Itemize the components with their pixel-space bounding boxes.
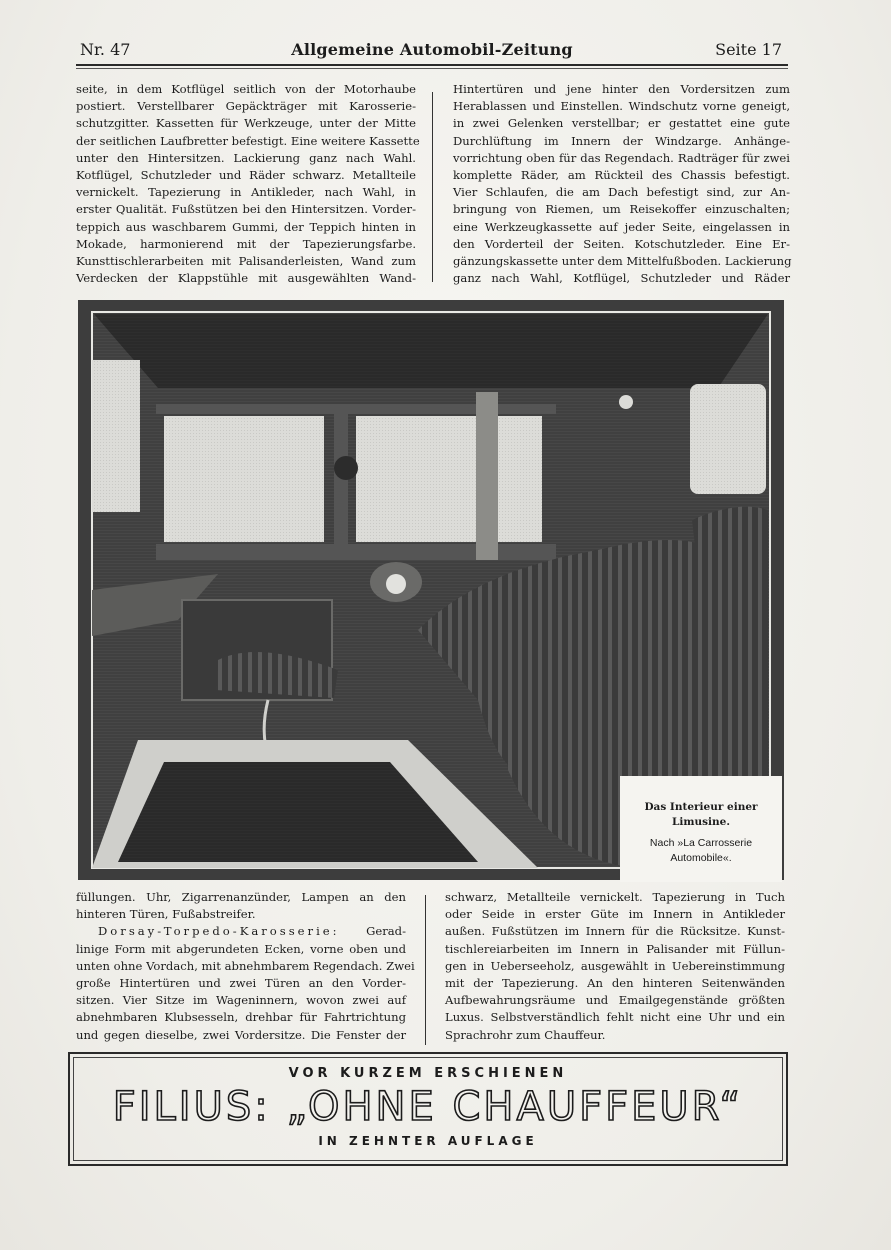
text-line: unter den Hintersitzen. Lackierung ganz nach Wahl. <box>76 150 416 165</box>
text-line: teppich aus waschbarem Gummi, der Teppich hinten in <box>76 219 416 234</box>
text-line: postiert. Verstellbarer Gepäckträger mit Karosserie- <box>76 99 416 114</box>
page-number: Seite 17 <box>715 40 782 59</box>
text-line: außen. Fußstützen im Innern für die Rücksitze. Kunst- <box>445 924 785 939</box>
ad-top-line: VOR KURZEM ERSCHIENEN <box>288 1066 568 1081</box>
text-line: Luxus. Selbstverständlich fehlt nicht eine Uhr und ein <box>445 1010 785 1025</box>
text-line: gen in Ueberseeholz, ausgewählt in Uebereinstimmung <box>445 958 785 973</box>
issue-number: Nr. 47 <box>80 40 131 59</box>
text-line: den Vorderteil der Seiten. Kotschutzleder. Eine Er- <box>453 236 790 251</box>
text-line: Durchlüftung im Innern der Windzarge. Anhänge- <box>453 133 790 148</box>
text-line: eine Werkzeugkassette auf jeder Seite, eingelassen in <box>453 219 790 234</box>
text-line: oder Seide in erster Güte im Innern in Antikleder <box>445 907 785 922</box>
bottom-right-column <box>445 889 785 1044</box>
text-line: hinteren Türen, Fußabstreifer. <box>76 907 256 922</box>
section-heading: Dorsay-Torpedo-Karosserie: <box>98 924 340 939</box>
text-line: erster Qualität. Fußstützen bei den Hintersitzen. Vorder- <box>76 202 416 217</box>
text-line: mit der Tapezierung. An den hinteren Seitenwänden <box>445 976 785 991</box>
header-rule <box>76 64 788 66</box>
text-line: und gegen dieselbe, zwei Vordersitze. Die Fenster der <box>76 1027 406 1042</box>
caption-source: Nach »La Carrosserie Automobile«. <box>649 837 753 864</box>
text-line: Mokade, harmonierend mit der Tapezierungsfarbe. <box>76 236 416 251</box>
text-line: linige Form mit abgerundeten Ecken, vorne oben und <box>76 941 406 956</box>
side-window-right <box>690 384 766 494</box>
text-line: bringung von Riemen, um Reisekoffer einzuschalten; <box>453 202 790 217</box>
text-line: Vier Schlaufen, die am Dach befestigt sind, zur An- <box>453 185 790 200</box>
text-line: unten ohne Vordach, mit abnehmbarem Regendach. Zwei <box>76 958 415 973</box>
page-header <box>76 40 788 64</box>
ceiling-lamp <box>619 395 633 409</box>
heading-continuation: Gerad- <box>339 924 406 939</box>
bottom-left-column <box>76 889 415 1044</box>
text-line: Herablassen und Einstellen. Windschutz vorne geneigt, <box>453 99 790 114</box>
column-divider-bottom <box>425 895 426 1045</box>
top-left-column <box>76 81 420 287</box>
ceiling <box>94 314 768 388</box>
text-line: füllungen. Uhr, Zigarrenanzünder, Lampen an den <box>76 890 406 904</box>
text-line: schwarz, Metallteile vernickelt. Tapezierung in Tuch <box>445 890 785 904</box>
text-line: der seitlichen Laufbretter befestigt. Eine weitere Kassette <box>76 133 420 148</box>
book-advertisement <box>68 1052 788 1166</box>
text-line: komplette Räder, am Rückteil des Chassis befestigt. <box>453 168 790 183</box>
column-divider-top <box>432 92 433 282</box>
text-line: tischlereiarbeiten im Innern in Palisander mit Füllun- <box>445 941 785 956</box>
text-line: große Hintertüren und zwei Türen an den Vorder- <box>76 976 406 991</box>
hand-strap <box>476 392 498 560</box>
text-line: seite, in dem Kotflügel seitlich von der Motorhaube <box>76 82 416 96</box>
text-line: schutzgitter. Kassetten für Werkzeuge, unter der Mitte <box>76 116 416 131</box>
text-line: Kotflügel, Schutzleder und Räder schwarz. Metallteile <box>76 168 416 183</box>
text-line: Verdecken der Klappstühle mit ausgewählten Wand- <box>76 271 416 286</box>
publication-title: Allgemeine Automobil-Zeitung <box>291 40 573 59</box>
flower-vase <box>334 456 358 480</box>
side-window-left <box>92 360 140 512</box>
text-line: in zwei Gelenken verstellbar; er gestattet eine gute <box>453 116 790 131</box>
top-right-column <box>453 81 790 287</box>
text-line: gänzungskassette unter dem Mittelfußboden. Lackierung <box>453 254 792 269</box>
text-line: Sprachrohr zum Chauffeur. <box>445 1027 606 1042</box>
text-line: vernickelt. Tapezierung in Antikleder, nach Wahl, in <box>76 185 416 200</box>
text-line: vorrichtung oben für das Regendach. Radträger für zwei <box>453 150 790 165</box>
text-line: Hintertüren und jene hinter den Vordersitzen zum <box>453 82 790 96</box>
header-rule-thin <box>76 68 788 69</box>
text-line: ganz nach Wahl, Kotflügel, Schutzleder und Räder <box>453 271 790 286</box>
section-heading-line <box>76 923 406 940</box>
rear-window-right <box>356 416 542 542</box>
figure-caption <box>620 776 782 882</box>
text-line: Kunsttischlerarbeiten mit Palisanderleisten, Wand zum <box>76 254 416 269</box>
ad-book-title: FILIUS: „OHNE CHAUFFEUR“ <box>112 1084 744 1130</box>
rear-window-left <box>164 416 324 542</box>
text-line: abnehmbaren Klubsesseln, drehbar für Fahrtrichtung <box>76 1010 406 1025</box>
ad-edition-line: IN ZEHNTER AUFLAGE <box>318 1134 538 1148</box>
caption-title: Das Interieur einer Limusine. <box>644 801 758 828</box>
text-line: Aufbewahrungsräume und Emailgegenstände größten <box>445 993 785 1008</box>
text-line: sitzen. Vier Sitze im Wageninnern, wovon zwei auf <box>76 993 406 1008</box>
